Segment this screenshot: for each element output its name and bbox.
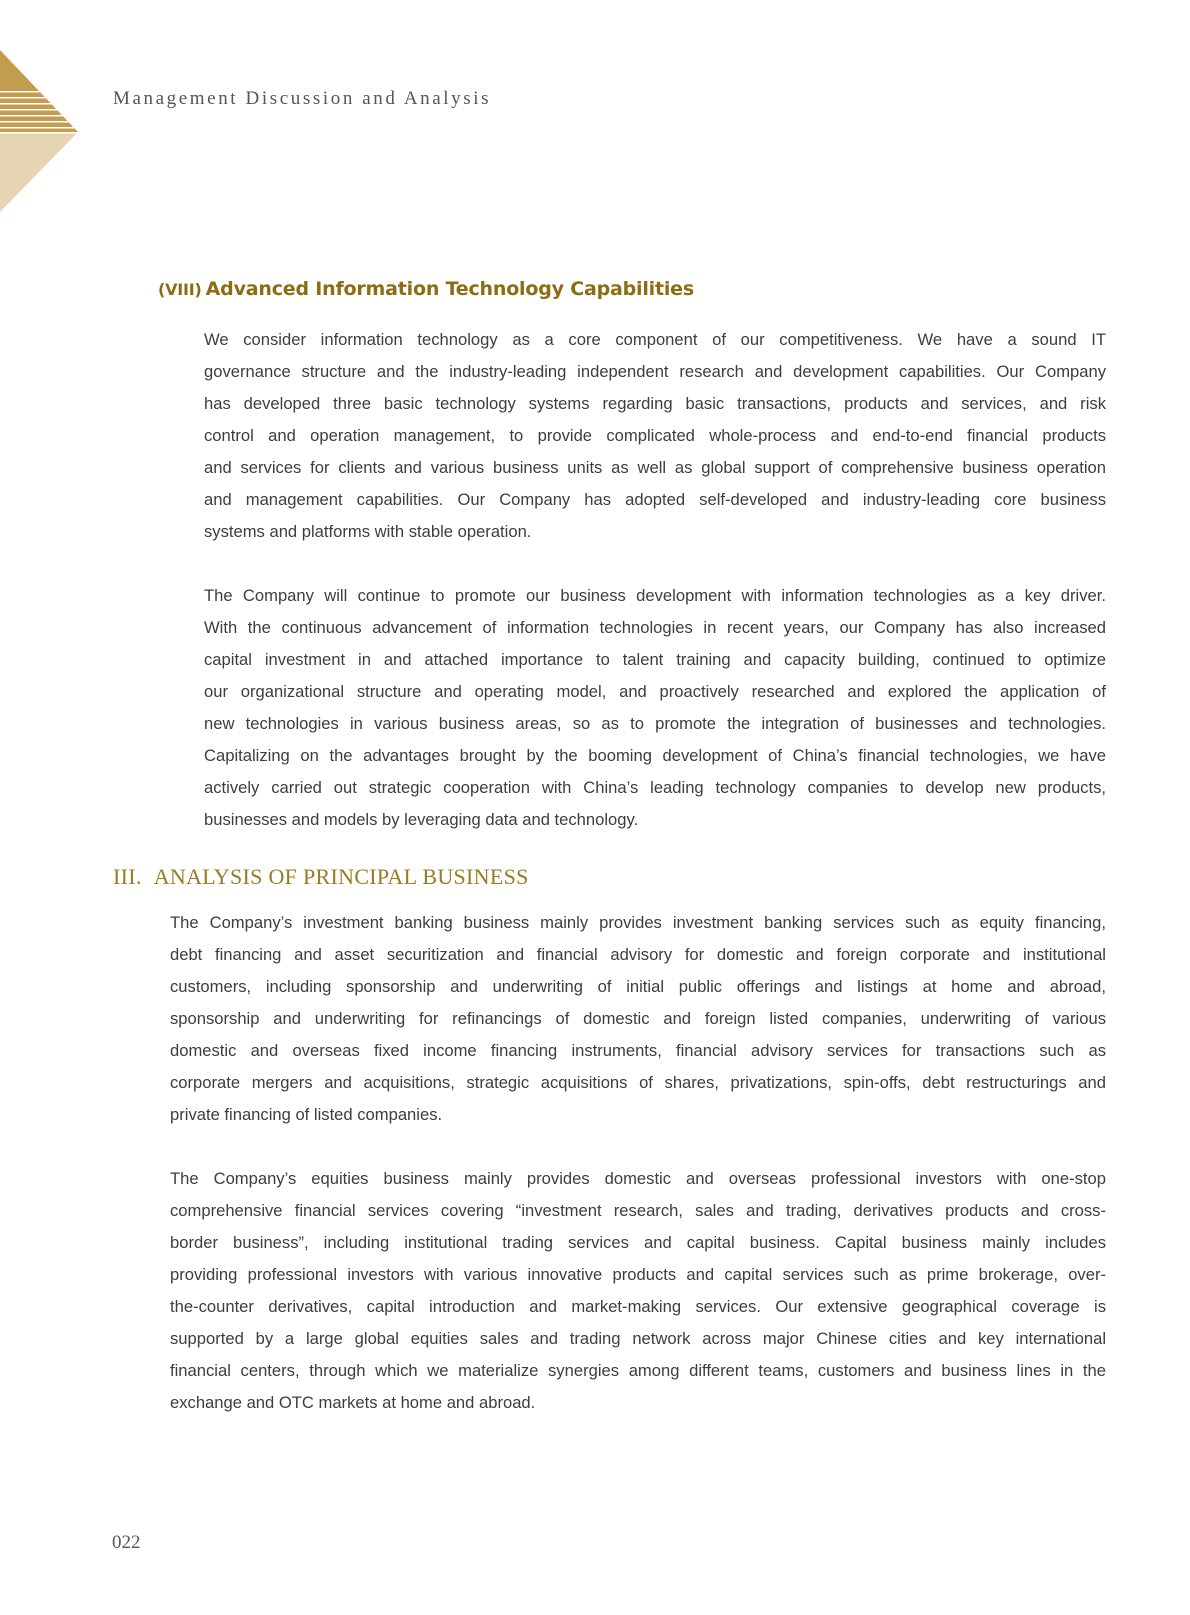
text-line — [204, 644, 1106, 676]
text-line — [170, 1323, 1106, 1355]
text-line — [170, 1387, 1106, 1419]
text-line — [204, 708, 1106, 740]
text-line — [204, 612, 1106, 644]
page-number: 022 — [112, 1532, 141, 1553]
text-line — [204, 676, 1106, 708]
text-line-content: The Company’s equities business mainly provides domestic and overseas professional investors with one-stop — [170, 1169, 1106, 1188]
text-line-content: systems and platforms with stable operation. — [204, 522, 532, 541]
text-line-content: border business”, including institutional trading services and capital business. Capital business mainly includes — [170, 1233, 1106, 1252]
text-line — [204, 324, 1106, 356]
text-line-content: sponsorship and underwriting for refinancings of domestic and foreign listed companies, underwriting of various — [170, 1009, 1106, 1028]
text-line — [204, 740, 1106, 772]
text-line — [170, 907, 1106, 939]
text-line-content: has developed three basic technology systems regarding basic transactions, products and services, and risk — [204, 394, 1106, 413]
text-line-content: capital investment in and attached importance to talent training and capacity building, continued to optimize — [204, 650, 1106, 669]
text-line — [204, 420, 1106, 452]
text-line-content: comprehensive financial services covering “investment research, sales and trading, derivatives products and cross- — [170, 1201, 1106, 1220]
text-line — [204, 388, 1106, 420]
text-line — [170, 939, 1106, 971]
text-line — [170, 1195, 1106, 1227]
text-line-content: governance structure and the industry-leading independent research and development capabilities. Our Company — [204, 362, 1106, 381]
subsection-title: Advanced Information Technology Capabilities — [205, 278, 694, 300]
text-line-content: businesses and models by leveraging data and technology. — [204, 810, 639, 829]
text-line — [170, 1227, 1106, 1259]
text-line-content: our organizational structure and operating model, and proactively researched and explored the application of — [204, 682, 1106, 701]
text-line — [170, 971, 1106, 1003]
section-heading — [113, 864, 529, 890]
text-line-content: private financing of listed companies. — [170, 1105, 443, 1124]
text-line — [170, 1163, 1106, 1195]
text-line — [170, 1355, 1106, 1387]
text-line-content: The Company’s investment banking business mainly provides investment banking services such as equity financing, — [170, 913, 1106, 932]
text-line-content: Capitalizing on the advantages brought by the booming development of China’s financial technologies, we have — [204, 746, 1106, 765]
section-number: III. — [113, 864, 142, 889]
text-line — [170, 1291, 1106, 1323]
paragraph-it-capabilities-2 — [204, 580, 1106, 836]
text-line-content: debt financing and asset securitization and financial advisory for domestic and foreign corporate and institutional — [170, 945, 1106, 964]
text-line-content: supported by a large global equities sales and trading network across major Chinese cities and key international — [170, 1329, 1106, 1348]
text-line — [204, 356, 1106, 388]
text-line — [170, 1003, 1106, 1035]
text-line-content: domestic and overseas fixed income financing instruments, financial advisory services for transactions such as — [170, 1041, 1106, 1060]
text-line — [204, 772, 1106, 804]
text-line-content: The Company will continue to promote our business development with information technologies as a key driver. — [204, 586, 1106, 605]
paragraph-investment-banking — [170, 907, 1106, 1131]
running-header: Management Discussion and Analysis — [113, 88, 492, 109]
text-line-content: providing professional investors with various innovative products and capital services such as prime brokerage, over- — [170, 1265, 1106, 1284]
text-line-content: corporate mergers and acquisitions, strategic acquisitions of shares, privatizations, spin-offs, debt restructurings and — [170, 1073, 1106, 1092]
text-line — [170, 1067, 1106, 1099]
text-line — [204, 484, 1106, 516]
text-line — [170, 1259, 1106, 1291]
text-line-content: exchange and OTC markets at home and abroad. — [170, 1393, 536, 1412]
text-line-content: control and operation management, to provide complicated whole-process and end-to-end financial products — [204, 426, 1106, 445]
text-line-content: With the continuous advancement of information technologies in recent years, our Company has also increased — [204, 618, 1106, 637]
text-line — [170, 1035, 1106, 1067]
text-line-content: and services for clients and various business units as well as global support of comprehensive business operation — [204, 458, 1106, 477]
section-title: ANALYSIS OF PRINCIPAL BUSINESS — [153, 864, 529, 889]
text-line — [204, 452, 1106, 484]
paragraph-it-capabilities-1 — [204, 324, 1106, 548]
subsection-number: (VIII) — [158, 280, 202, 299]
text-line-content: We consider information technology as a core component of our competitiveness. We have a sound IT — [204, 330, 1106, 349]
text-line — [204, 580, 1106, 612]
subsection-heading — [158, 278, 694, 300]
text-line — [170, 1099, 1106, 1131]
text-line-content: financial centers, through which we materialize synergies among different teams, customers and business lines in the — [170, 1361, 1106, 1380]
paragraph-equities-business — [170, 1163, 1106, 1419]
text-line-content: new technologies in various business areas, so as to promote the integration of businesses and technologies. — [204, 714, 1106, 733]
text-line-content: actively carried out strategic cooperation with China’s leading technology companies to develop new products, — [204, 778, 1106, 797]
text-line-content: customers, including sponsorship and underwriting of initial public offerings and listings at home and abroad, — [170, 977, 1106, 996]
corner-decoration-icon — [0, 50, 80, 212]
text-line — [204, 804, 1106, 836]
text-line-content: the-counter derivatives, capital introduction and market-making services. Our extensive geographical coverage is — [170, 1297, 1106, 1316]
text-line-content: and management capabilities. Our Company has adopted self-developed and industry-leading core business — [204, 490, 1106, 509]
text-line — [204, 516, 1106, 548]
